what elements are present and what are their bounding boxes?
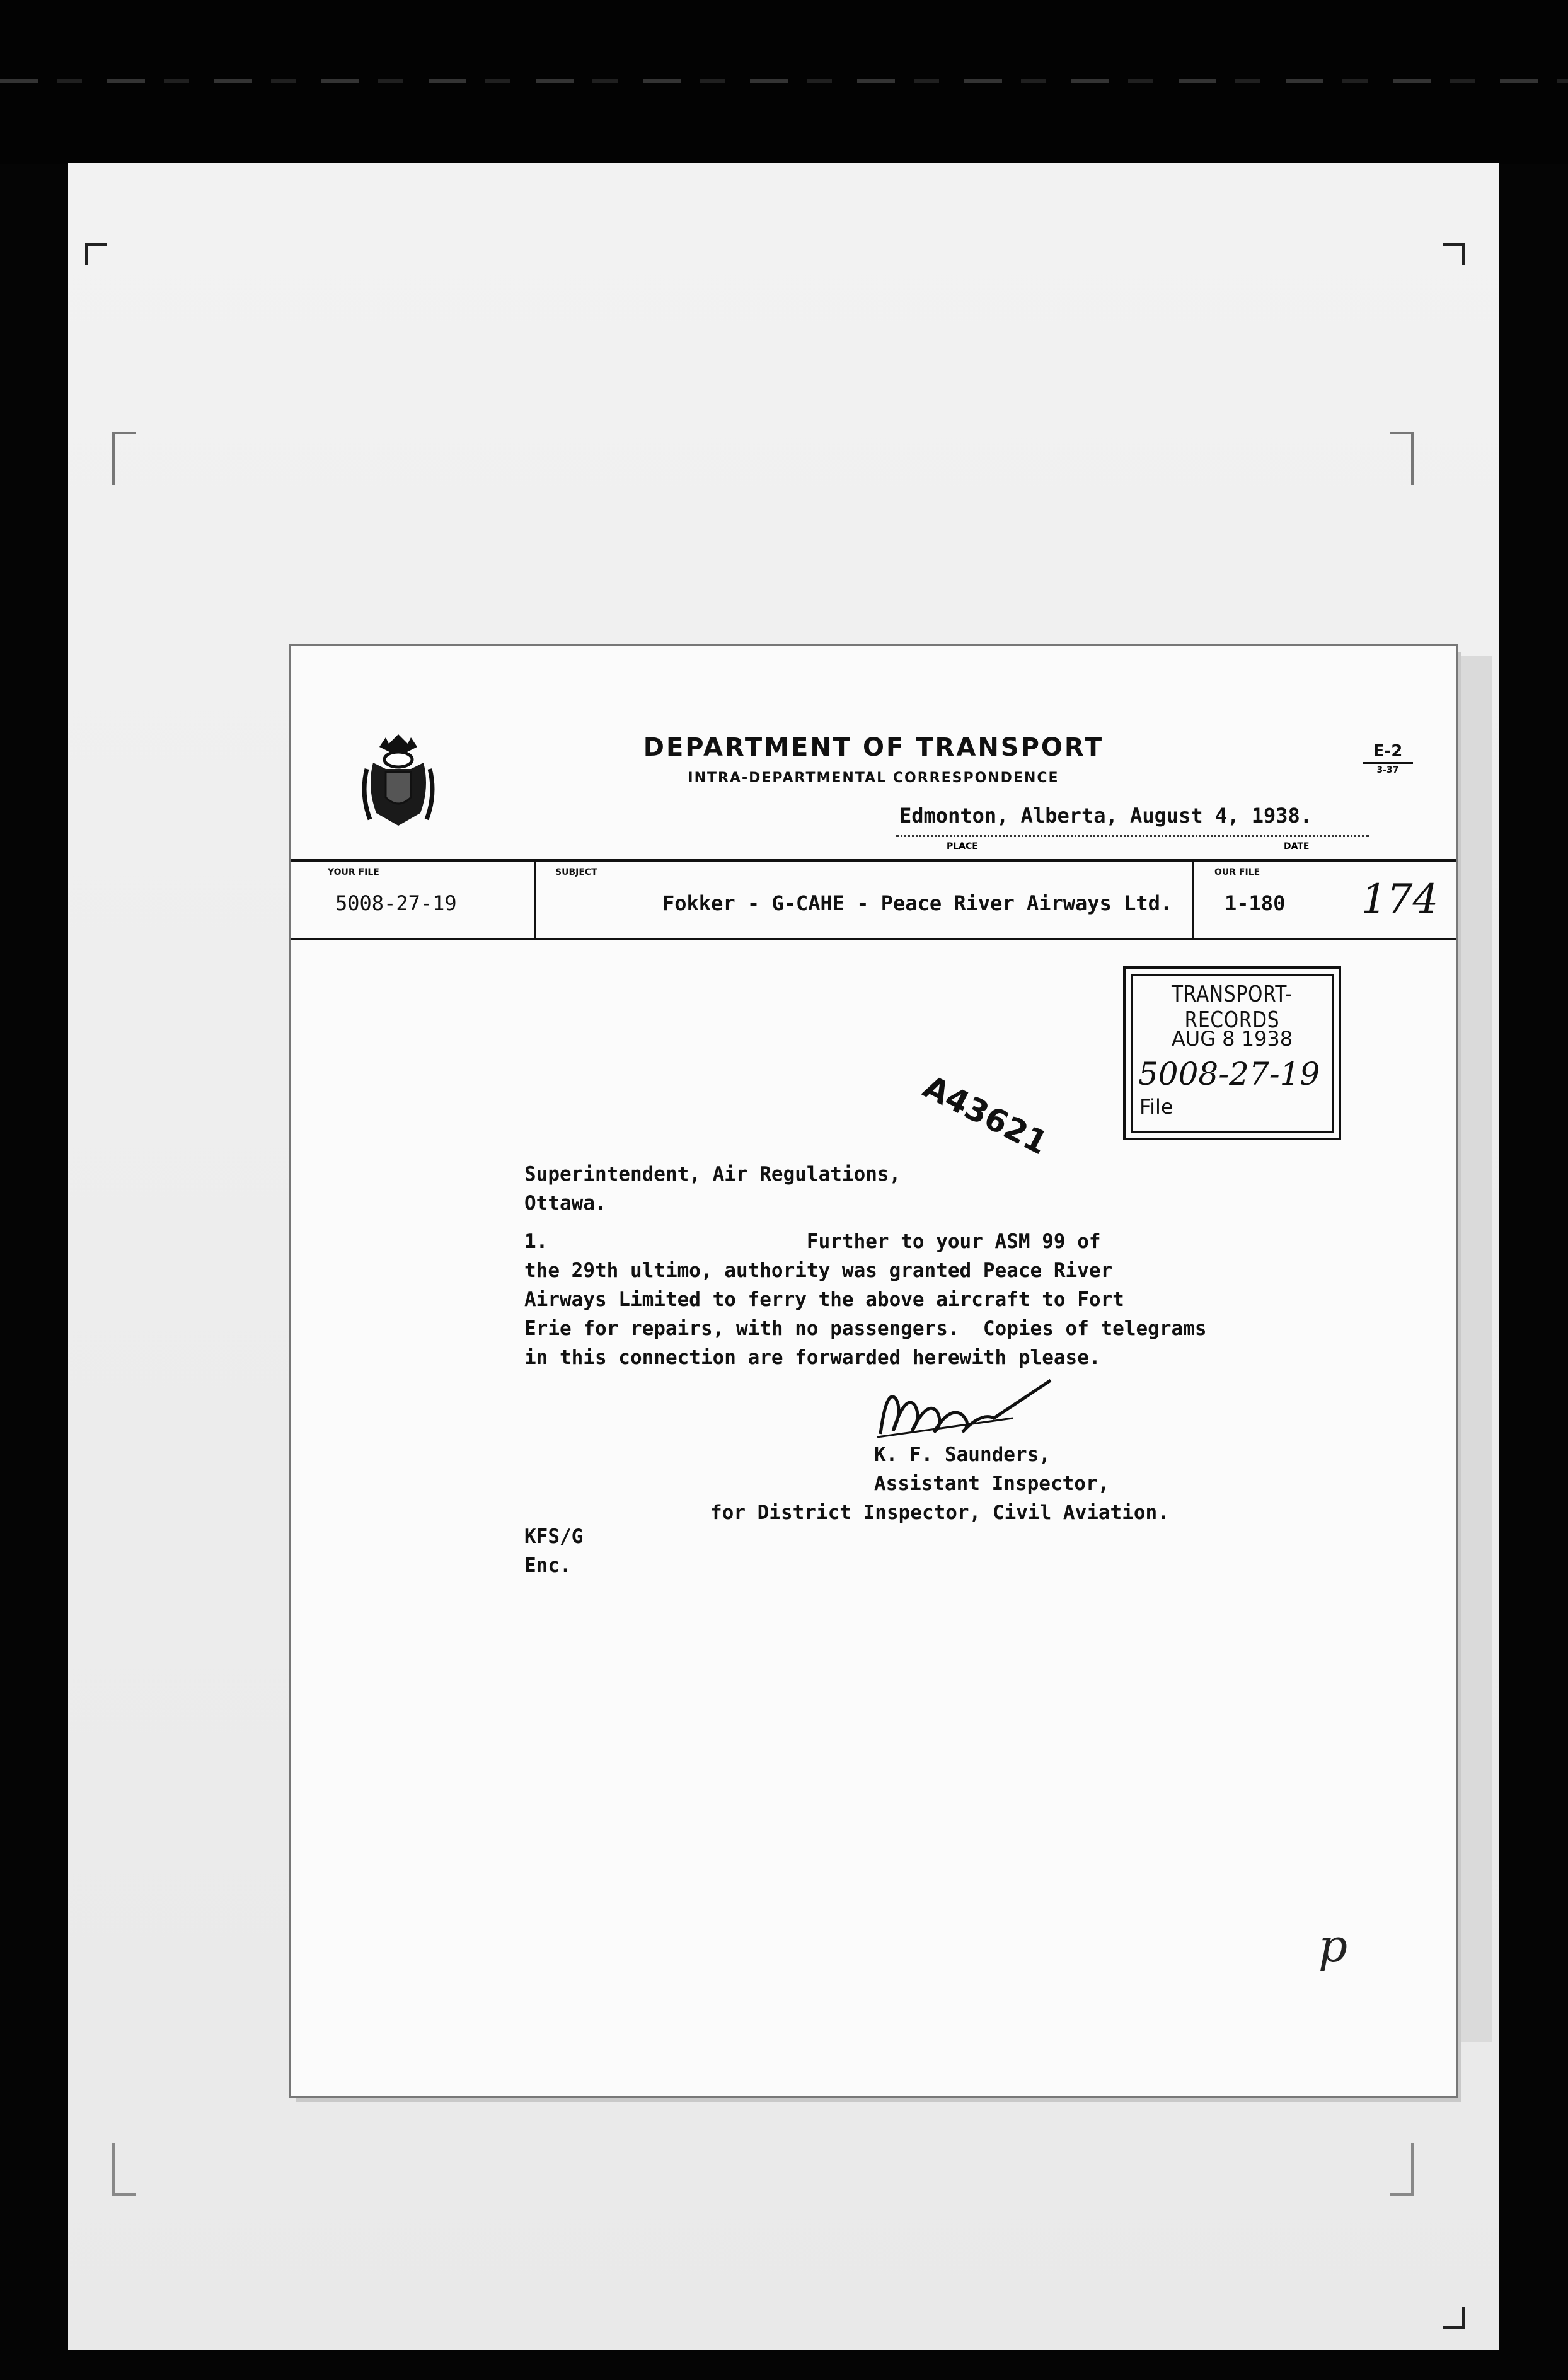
film-border-top — [0, 0, 1568, 164]
crop-mark — [85, 243, 107, 265]
our-file-value: 1-180 — [1225, 891, 1286, 915]
signature-block — [710, 1440, 1169, 1527]
typist-initials: KFS/G — [524, 1525, 584, 1548]
subject-cell — [536, 862, 1194, 938]
crop-mark — [1443, 2307, 1465, 2329]
signer-name: K. F. Saunders, — [874, 1443, 1051, 1466]
letter-body — [524, 1227, 1207, 1372]
addressee-line: Superintendent, Air Regulations, — [524, 1163, 901, 1186]
your-file-value: 5008-27-19 — [335, 891, 457, 915]
stamp-file-label: File — [1139, 1095, 1173, 1119]
department-subtitle: INTRA-DEPARTMENTAL CORRESPONDENCE — [688, 770, 1059, 786]
dotted-rule — [896, 835, 1369, 837]
crop-mark — [1390, 2143, 1414, 2196]
crop-mark — [1390, 432, 1414, 485]
crop-mark — [112, 432, 136, 485]
place-date-line: Edmonton, Alberta, August 4, 1938. — [899, 804, 1313, 828]
stamp-file-number: 5008-27-19 — [1138, 1056, 1320, 1092]
form-code — [1363, 742, 1413, 775]
reference-row — [291, 859, 1456, 940]
enclosure-note: Enc. — [524, 1554, 572, 1577]
handwritten-mark: p — [1318, 1919, 1348, 1972]
crop-mark — [112, 2143, 136, 2196]
body-line: Airways Limited to ferry the above aircraft to Fort — [524, 1288, 1124, 1311]
form-code-number: E-2 — [1363, 742, 1413, 764]
our-file-cell — [1194, 862, 1453, 938]
letter-sheet — [291, 646, 1456, 2096]
footer-notes — [524, 1522, 583, 1580]
records-stamp — [1123, 966, 1341, 1140]
handwritten-number: 174 — [1361, 876, 1439, 923]
body-line: the 29th ultimo, authority was granted Peace River — [524, 1259, 1113, 1282]
body-line: Erie for repairs, with no passengers. Copies of telegrams — [524, 1317, 1207, 1340]
signer-title: Assistant Inspector, — [874, 1472, 1110, 1495]
crop-mark — [1443, 243, 1465, 265]
body-line: 1. Further to your ASM 99 of — [524, 1230, 1101, 1253]
subject-value: Fokker - G-CAHE - Peace River Airways Ltd. — [662, 891, 1173, 915]
your-file-cell — [291, 862, 536, 938]
addressee-line: Ottawa. — [524, 1192, 607, 1215]
subject-label: SUBJECT — [555, 867, 597, 877]
your-file-label: YOUR FILE — [328, 867, 379, 877]
handwritten-signature — [868, 1374, 1057, 1443]
underlying-sheet-edge — [1456, 656, 1492, 2042]
place-label: PLACE — [947, 841, 978, 852]
addressee — [524, 1160, 901, 1218]
signer-for-line: for District Inspector, Civil Aviation. — [710, 1501, 1169, 1524]
form-code-revision: 3-37 — [1376, 765, 1399, 775]
department-title: DEPARTMENT OF TRANSPORT — [643, 733, 1104, 762]
accession-number: A43621 — [917, 1068, 1054, 1162]
film-perforation-line — [0, 79, 1568, 83]
stamp-date: AUG 8 1938 — [1171, 1027, 1293, 1051]
date-label: DATE — [1284, 841, 1310, 852]
our-file-label: OUR FILE — [1214, 867, 1260, 877]
body-line: in this connection are forwarded herewith please. — [524, 1346, 1101, 1369]
stamp-title: TRANSPORT-RECORDS — [1172, 981, 1293, 1033]
